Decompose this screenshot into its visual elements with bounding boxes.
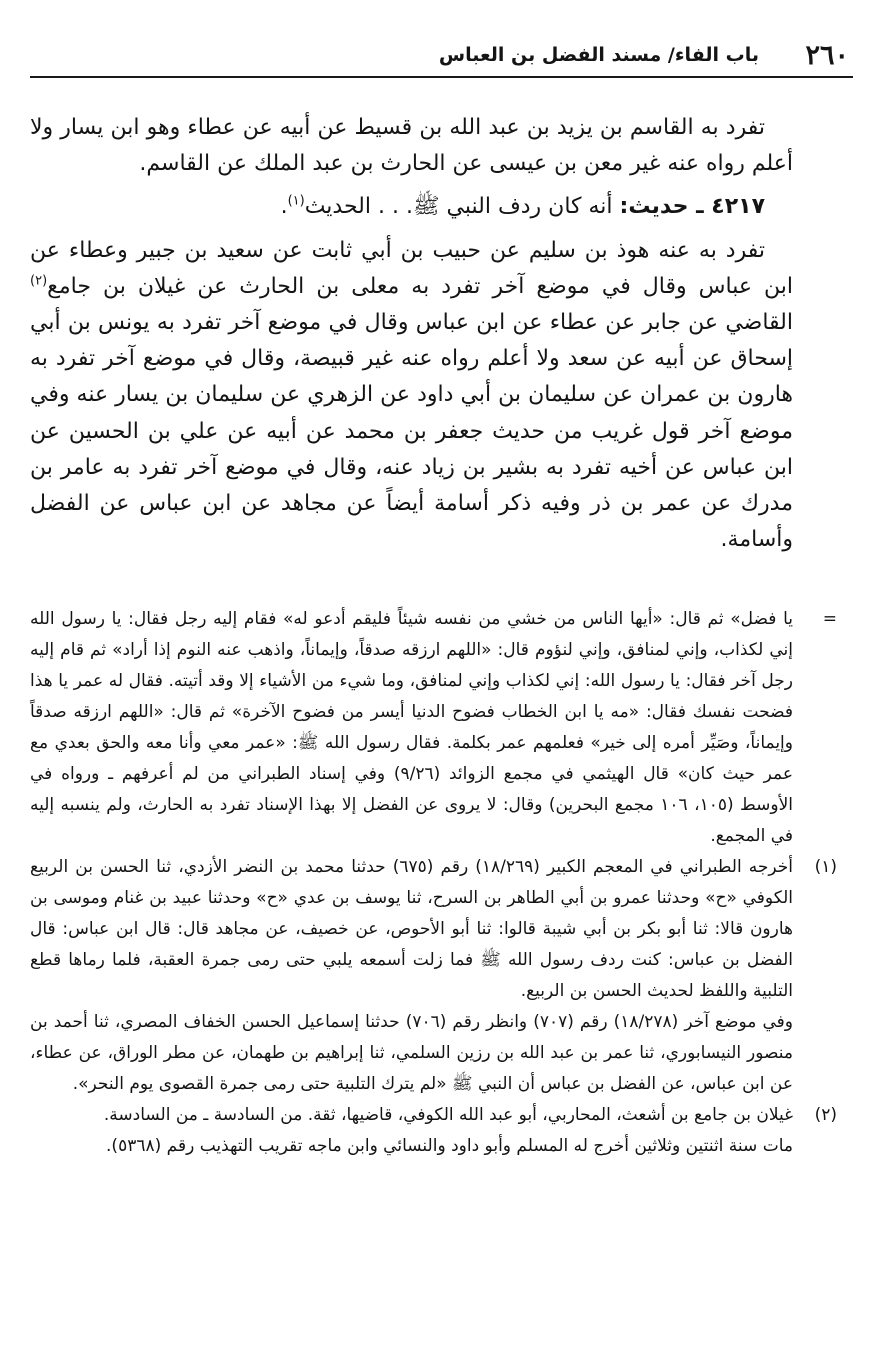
main-text xyxy=(30,110,793,558)
footnotes xyxy=(30,604,837,1162)
running-title: باب الفاء/ مسند الفضل بن العباس xyxy=(438,44,759,66)
footnote-1 xyxy=(30,852,837,1100)
continuation-text: يا فضل» ثم قال: «أيها الناس من خشي من نفسه شيئاً فليقم أدعو له» فقام إليه رجل فقال: يا رسول الله إني لكذاب، وإني لمنافق، وإني لنؤوم قال: «اللهم ارزقه صدقاً، وإيماناً، واذهب عنه النوم إذا أراد» ثم قام إليه رجل آخر فقال: يا رسول الله: إني لكذاب وإني لمنافق، وما شيء من الأشياء إلا وقد أتيته. فقال له عمر يا هذا فضحت نفسك فقال: «مه يا ابن الخطاب فضوح الدنيا أيسر من فضوح الآخرة» ثم قال: «اللهم ارزقه صدقاً وإيماناً، وصَيِّر أمره إلى خير» فعلمهم عمر بكلمة. فقال رسول الله ﷺ: «عمر معي وأنا معه والحق بعدي مع عمر حيث كان» قال الهيثمي في مجمع الزوائد (٩/٢٦) وفي إسناد الطبراني من لم أعرفهم ـ ورواه في الأوسط (١٠٥، ١٠٦ مجمع البحرين) وقال: لا يروى عن الفضل إلا بهذا الإسناد تفرد به الحارث، ولم ينسبه إليه في المجمع. xyxy=(30,609,794,846)
continuation-mark: = xyxy=(822,609,837,629)
footnote-1-text-b: وفي موضع آخر (١٨/٢٧٨) رقم (٧٠٧) وانظر رقم (٧٠٦) حدثنا إسماعيل الحسن الخفاف المصري، ثنا أحمد بن منصور النيسابوري، ثنا عمر بن عبد الله بن رزين السلمي، ثنا إبراهيم بن طهمان، عن مطر الوراق، عن عطاء، عن ابن عباس، عن الفضل بن عباس أن النبي ﷺ «لم يترك التلبية حتى رمى جمرة القصوى يوم النحر». xyxy=(30,1012,793,1094)
page-header xyxy=(30,38,849,78)
hadith-text: أنه كان ردف النبي ﷺ. . . الحديث xyxy=(304,194,613,220)
footnote-1-mark: (١) xyxy=(814,857,837,877)
page-number: ٢٦٠ xyxy=(805,40,849,71)
header-rule xyxy=(30,76,853,78)
footnote-2-text-a: غيلان بن جامع بن أشعث، المحاربي، أبو عبد الله الكوفي، قاضيها، ثقة. من السادسة ـ من السادسة. xyxy=(103,1105,793,1125)
paragraph-2-part-a: تفرد به عنه هوذ بن سليم عن حبيب بن أبي ثابت عن سعيد بن جبير وعطاء عن ابن عباس وقال في موضع آخر تفرد به معلى بن الحارث عن غيلان بن جامع xyxy=(30,237,793,299)
footnote-2-mark: (٢) xyxy=(814,1105,837,1125)
footnote-ref-2: (٢) xyxy=(30,273,48,289)
hadith-number: ٤٢١٧ ـ حديث: xyxy=(619,194,765,220)
hadith-end: . xyxy=(280,194,288,220)
paragraph-1: تفرد به القاسم بن يزيد بن عبد الله بن قسيط عن أبيه عن عطاء وهو ابن يسار ولا أعلم رواه عنه غير معن بن عيسى عن الحارث بن عبد الملك عن القاسم. xyxy=(30,115,793,177)
footnote-2-text-b: مات سنة اثنتين وثلاثين أخرج له المسلم وأبو داود والنسائي وابن ماجه تقريب التهذيب رقم (٥٣٦٨). xyxy=(106,1136,793,1156)
footnote-2 xyxy=(30,1100,837,1162)
paragraph-2-part-b: القاضي عن جابر عن عطاء عن ابن عباس وقال في موضع آخر تفرد به يونس بن أبي إسحاق عن أبيه عن سعد ولا أعلم رواه عنه غير قبيصة، وقال في موضع آخر تفرد به هارون بن عمران عن سليمان بن أبي داود عن الزهري عن سليمان بن يسار عنه وفي موضع آخر قول غريب من حديث جعفر بن محمد عن أبيه عن علي بن الحسين عن ابن عباس عن أخيه تفرد به بشير بن زياد عنه، وقال في موضع آخر تفرد به عامر بن مدرك عن عمر بن ذر وفيه ذكر أسامة أيضاً عن مجاهد عن ابن عباس عن الفضل وأسامة. xyxy=(30,310,793,553)
footnote-1-text-a: أخرجه الطبراني في المعجم الكبير (١٨/٢٦٩) رقم (٦٧٥) حدثنا محمد بن النضر الأزدي، ثنا الحسن بن الربيع الكوفي «ح» وحدثنا عمرو بن أبي الطاهر بن السرح، ثنا يوسف بن عدي «ح» وحدثنا عبيد بن غنام وموسى بن هارون قالا: ثنا أبو بكر بن أبي شيبة قالوا: ثنا أبو الأحوص، عن خصيف، عن مجاهد قال: قال ابن عباس: قال الفضل بن عباس: كنت ردف رسول الله ﷺ فما زلت أسمعه يلبي حتى رمى جمرة العقبة، فلما رماها قطع التلبية واللفظ لحديث الحسن بن الربيع. xyxy=(30,857,793,1001)
footnote-continuation xyxy=(30,604,837,852)
footnote-ref-1: (١) xyxy=(287,194,305,210)
hadith-entry xyxy=(30,189,793,225)
paragraph-2 xyxy=(30,233,793,559)
